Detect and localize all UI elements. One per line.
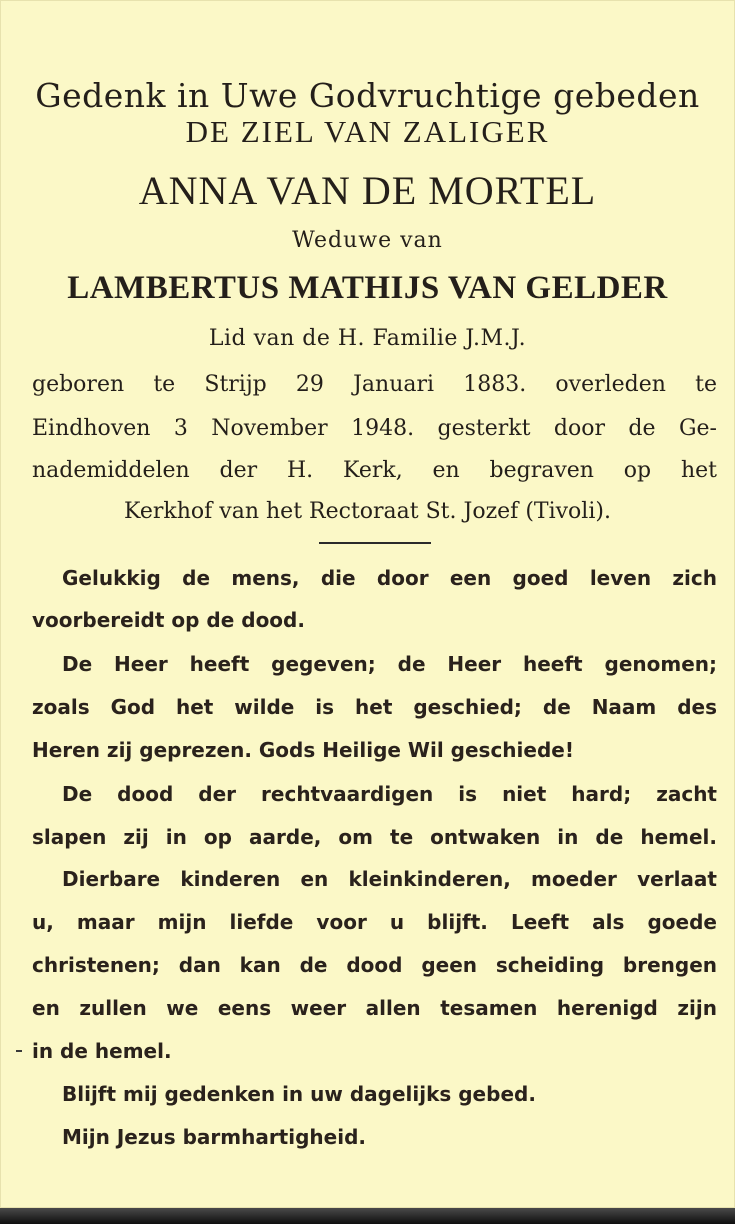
verse-line: christenen; dan kan de dood geen scheiding brengen (32, 953, 717, 977)
verse-line: De Heer heeft gegeven; de Heer heeft genomen; (62, 652, 717, 676)
verse-line: Heren zij geprezen. Gods Heilige Wil geschiede! (32, 738, 574, 762)
verse-line: Blijft mij gedenken in uw dagelijks gebed. (62, 1082, 536, 1106)
soul-of-deceased-line: DE ZIEL VAN ZALIGER (185, 114, 550, 149)
verse-line: Dierbare kinderen en kleinkinderen, moeder verlaat (62, 867, 717, 891)
biography-line: geboren te Strijp 29 Januari 1883. overleden te (32, 372, 717, 397)
verse-line: in de hemel. (32, 1039, 172, 1063)
biography-line: nademiddelen der H. Kerk, en begraven op het (32, 458, 717, 483)
prayer-request-line: Gedenk in Uwe Godvruchtige gebeden (35, 76, 700, 115)
verse-line: De dood der rechtvaardigen is niet hard; zacht (62, 782, 717, 806)
print-speck (16, 1050, 22, 1052)
deceased-name: ANNA VAN DE MORTEL (138, 168, 597, 213)
card-bottom-edge (0, 1208, 735, 1224)
verse-line: Gelukkig de mens, die door een goed leven zich (62, 566, 717, 590)
verse-line: en zullen we eens weer allen tesamen herenigd zijn (32, 996, 717, 1020)
verse-line: Mijn Jezus barmhartigheid. (62, 1125, 366, 1149)
verse-line: voorbereidt op de dood. (32, 608, 305, 632)
widow-of-label: Weduwe van (292, 228, 443, 253)
verse-line: u, maar mijn liefde voor u blijft. Leeft als goede (32, 910, 717, 934)
membership-line: Lid van de H. Familie J.M.J. (208, 326, 527, 351)
husband-name: LAMBERTUS MATHIJS VAN GELDER (67, 270, 668, 306)
biography-line: Eindhoven 3 November 1948. gesterkt door de Ge- (32, 416, 717, 441)
verse-line: zoals God het wilde is het geschied; de Naam des (32, 695, 717, 719)
biography-line: Kerkhof van het Rectoraat St. Jozef (Tivoli). (124, 499, 611, 524)
verse-line: slapen zij in op aarde, om te ontwaken in de hemel. (32, 825, 717, 849)
section-divider (319, 542, 431, 544)
